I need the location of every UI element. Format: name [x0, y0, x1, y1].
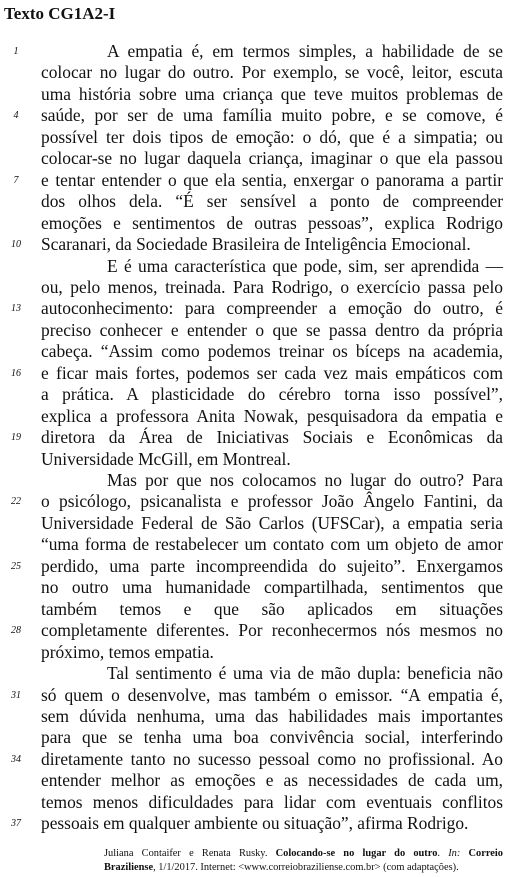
text-line: perdido, uma parte incompreendida do sujeito”. Enxergamos	[41, 555, 503, 576]
text-line: preciso conhecer e entender o que se passa dentro da própria	[41, 319, 503, 340]
line-number: 13	[11, 303, 21, 315]
text-line: pessoais em qualquer ambiente ou situação”, afirma Rodrigo.	[41, 813, 469, 834]
line-number: 31	[11, 689, 21, 701]
line-number: 4	[13, 110, 19, 122]
line-number: 1	[13, 46, 19, 57]
text-line: uma história sobre uma criança que teve muitos problemas de	[41, 83, 503, 104]
text-line: e ficar mais fortes, podemos ser cada vez mais empáticos com	[41, 362, 503, 383]
text-line: Universidade McGill, em Montreal.	[41, 448, 291, 469]
text-line: completamente diferentes. Por reconhecermos nós mesmos no	[41, 620, 503, 641]
text-line: autoconhecimento: para compreender a emoção do outro, é	[41, 298, 503, 319]
line-number: 34	[11, 753, 21, 765]
text-line: Mas por que nos colocamos no lugar do outro? Para	[107, 470, 503, 490]
text-line: Scaranari, da Sociedade Brasileira de Inteligência Emocional.	[41, 234, 471, 255]
text-line: a prática. A plasticidade do cérebro torna isso possível”,	[41, 384, 503, 405]
line-number: 22	[11, 496, 21, 508]
source-citation-line-2	[104, 861, 503, 874]
line-number: 19	[11, 432, 21, 444]
text-line: para que se tenha uma boa convivência social, interferindo	[41, 727, 503, 748]
text-line: possível ter dois tipos de emoção: o dó, que é a simpatia; ou	[41, 126, 503, 147]
text-line: E é uma característica que pode, sim, ser aprendida —	[107, 255, 503, 276]
source-authors: Juliana Contaifer e Renata Rusky.	[104, 848, 268, 859]
text-line: só quem o desenvolve, mas também o emissor. “A empatia é,	[41, 684, 503, 705]
line-number: 28	[11, 625, 21, 637]
text-line: “uma forma de restabelecer um contato com um objeto de amor	[41, 534, 503, 555]
source-rest: , 1/1/2017. Internet: <www.correiobraziliense.com.br> (com adaptações).	[153, 862, 459, 873]
line-number: 25	[11, 560, 21, 572]
text-line: cabeça. “Assim como podemos treinar os bíceps na academia,	[41, 341, 503, 362]
source-citation-line-1: Juliana Contaifer e Renata Rusky. Colocando-se no lugar do outro. In: Correio	[104, 848, 503, 859]
text-line: colocar-se no lugar daquela criança, imaginar o que ela passou	[41, 148, 503, 169]
line-number: 16	[11, 367, 21, 379]
source-in-label: In:	[448, 848, 461, 859]
source-journal-part-1: Correio	[468, 848, 503, 859]
text-line: explica a professora Anita Nowak, pesquisadora da empatia e	[41, 405, 503, 426]
text-line: emoções e sentimentos de outras pessoas”, explica Rodrigo	[41, 212, 503, 233]
text-line: ou, pelo menos, treinada. Para Rodrigo, o exercício passa pelo	[41, 276, 503, 297]
text-line: entender melhor as emoções e as necessidades de cada um,	[41, 770, 503, 791]
text-line: Tal sentimento é uma via de mão dupla: beneficia não	[107, 663, 503, 684]
text-line: saúde, por ser de uma família muito pobre, e se comove, é	[41, 105, 503, 126]
source-journal-part-2: Braziliense	[104, 862, 154, 873]
text-line: dos olhos dela. “É ser sensível a ponto de compreender	[41, 191, 503, 212]
line-number: 37	[11, 818, 21, 830]
line-number: 10	[11, 239, 21, 251]
text-line: também temos e que são aplicados em situações	[41, 598, 503, 619]
text-title: Texto CG1A2-I	[4, 4, 116, 23]
text-line: diretora da Área de Iniciativas Sociais e Econômicas da	[41, 427, 503, 448]
text-line: Universidade Federal de São Carlos (UFSCar), a empatia seria	[41, 512, 503, 533]
text-line: temos menos dificuldades para lidar com eventuais conflitos	[41, 791, 503, 812]
text-line: A empatia é, em termos simples, a habilidade de se	[107, 41, 503, 61]
text-line: sem dúvida nenhuma, uma das habilidades mais importantes	[41, 705, 503, 726]
line-number: 7	[13, 174, 19, 186]
text-line: diretamente tanto no sucesso pessoal como no profissional. Ao	[41, 748, 503, 769]
text-line: colocar no lugar do outro. Por exemplo, se você, leitor, escuta	[41, 62, 503, 83]
source-article-title: Colocando-se no lugar do outro	[275, 848, 438, 859]
text-line: no outro uma humanidade compartilhada, sentimentos que	[41, 577, 503, 598]
text-line: e tentar entender o que ela sentia, enxergar o panorama a partir	[41, 169, 503, 190]
text-line: o psicólogo, psicanalista e professor João Ângelo Fantini, da	[41, 491, 503, 512]
text-line: próximo, temos empatia.	[41, 641, 214, 662]
